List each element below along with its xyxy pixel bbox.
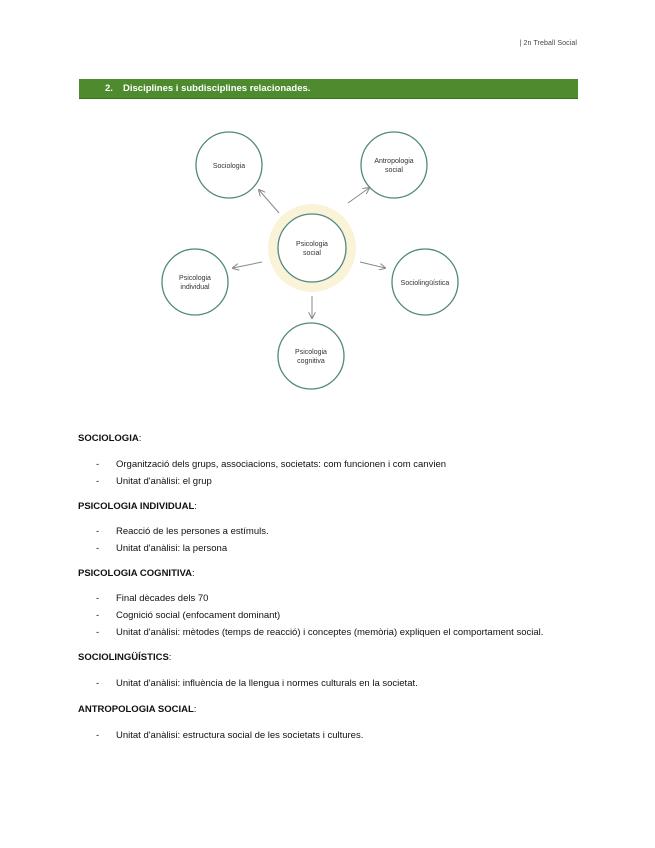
node-label-line: social (385, 167, 403, 174)
node-psicologia-social (268, 204, 356, 292)
section-heading (78, 701, 578, 718)
heading-colon: : (168, 652, 172, 663)
node-label-line: Psicologia (295, 349, 327, 356)
arrow-to-antropologia (348, 188, 369, 203)
list-item (78, 473, 578, 490)
list-dash: - (96, 610, 100, 621)
list-dash: - (96, 593, 100, 604)
node-label-line: Sociologia (212, 163, 246, 170)
list-dash: - (96, 543, 100, 554)
bullet-list (78, 456, 578, 490)
section-number: 2. (105, 83, 113, 94)
list-dash: - (96, 627, 100, 638)
section-heading (78, 498, 578, 515)
heading-colon: : (138, 433, 142, 444)
section-heading (78, 430, 578, 447)
bullet-list (78, 523, 578, 557)
list-dash: - (96, 730, 100, 741)
arrow-to-sociolinguistica (360, 262, 385, 268)
node-circle (278, 323, 344, 389)
node-psicologia-cognitiva (278, 323, 344, 389)
document-body (78, 430, 578, 744)
bullet-list (78, 590, 578, 641)
list-item (78, 590, 578, 607)
section-heading (78, 565, 578, 582)
node-circle (361, 132, 427, 198)
list-item (78, 540, 578, 557)
list-item-text: Unitat d'anàlisi: mètodes (temps de reacció) i conceptes (memòria) expliquen el comportament social. (116, 627, 544, 638)
bullet-list (78, 675, 578, 692)
section-psicologia-individual (78, 498, 578, 557)
arrow-to-sociologia (259, 190, 279, 213)
list-dash: - (96, 526, 100, 537)
section-antropologia-social (78, 701, 578, 744)
heading-text: PSICOLOGIA INDIVIDUAL (78, 501, 195, 512)
list-item-text: Unitat d'anàlisi: el grup (116, 476, 212, 487)
list-item-text: Organització dels grups, associacions, societats: com funcionen i com canvien (116, 459, 447, 470)
node-label-line: cognitiva (297, 358, 325, 365)
list-item-text: Unitat d'anàlisi: estructura social de les societats i cultures. (116, 730, 364, 741)
center-circle (278, 214, 346, 282)
node-label-line: Antropologia (374, 158, 414, 165)
list-item-text: Reacció de les persones a estímuls. (116, 526, 269, 537)
list-dash: - (96, 678, 100, 689)
node-label-line: individual (180, 284, 210, 291)
list-item (78, 607, 578, 624)
node-sociolinguistica (392, 249, 458, 315)
heading-text: ANTROPOLOGIA SOCIAL (78, 704, 194, 715)
list-item (78, 727, 578, 744)
list-dash: - (96, 459, 100, 470)
heading-text: SOCIOLOGIA (78, 433, 139, 444)
list-dash: - (96, 476, 100, 487)
section-sociologia (78, 430, 578, 490)
list-item (78, 456, 578, 473)
list-item-text: Final dècades dels 70 (116, 593, 209, 604)
heading-colon: : (193, 704, 197, 715)
node-label-line: social (303, 250, 321, 257)
section-heading (78, 649, 578, 666)
node-psicologia-individual (162, 249, 228, 315)
list-item (78, 523, 578, 540)
node-sociologia (196, 132, 262, 198)
heading-colon: : (192, 568, 195, 579)
node-label-line: Psicologia (296, 241, 328, 248)
section-title: Disciplines i subdisciplines relacionades. (123, 83, 311, 94)
node-label-line: Psicologia (179, 275, 211, 282)
node-label-line: Sociolingüística (400, 280, 450, 287)
section-heading-bar (79, 79, 578, 99)
list-item-text: Unitat d'anàlisi: influència de la llengua i normes culturals en la societat. (116, 678, 418, 689)
bullet-list (78, 727, 578, 744)
heading-text: PSICOLOGIA COGNITIVA (78, 568, 193, 579)
list-item (78, 675, 578, 692)
node-antropologia-social (361, 132, 427, 198)
page-header: | 2n Treball Social (519, 40, 577, 47)
section-sociolinguistics (78, 649, 578, 692)
heading-colon: : (194, 501, 197, 512)
list-item (78, 624, 578, 641)
arrow-to-psicologia-individual (233, 262, 262, 268)
list-item-text: Unitat d'anàlisi: la persona (116, 543, 228, 554)
node-circle (162, 249, 228, 315)
list-item-text: Cognició social (enfocament dominant) (116, 610, 281, 621)
heading-text: SOCIOLINGÜÍSTICS (78, 652, 169, 663)
section-psicologia-cognitiva (78, 565, 578, 641)
